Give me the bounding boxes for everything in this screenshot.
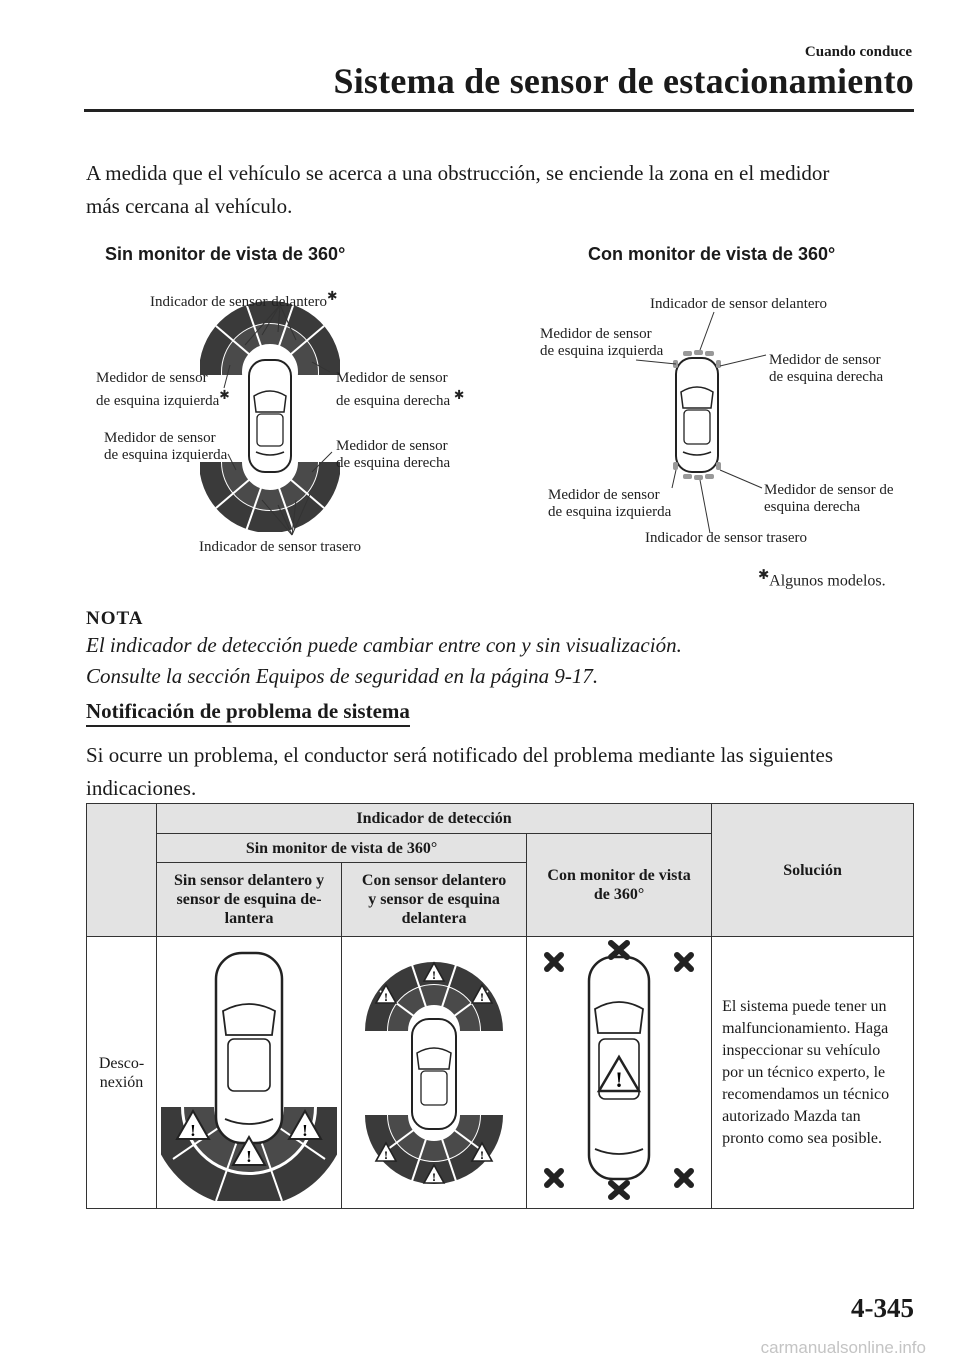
header-with-front-sensor: Con sensor delantero y sensor de esquina delantera xyxy=(342,863,527,937)
left-figure-caption: Sin monitor de vista de 360° xyxy=(105,244,346,264)
warning-glyph: ! xyxy=(480,990,485,1004)
page-number: 4-345 xyxy=(851,1293,914,1323)
warning-glyph: ! xyxy=(302,1121,308,1140)
car-top-view-360 xyxy=(676,358,718,472)
rear-only-warning-graphic xyxy=(161,939,337,1201)
section-line-1: Si ocurre un problema, el conductor será notificado del problema mediante las siguientes xyxy=(86,743,834,767)
page-title: Sistema de sensor de estacionamiento xyxy=(333,61,914,101)
header-with-360: Con monitor de vista de 360° xyxy=(527,834,712,937)
solution-text: El sistema puede tener un malfuncionamiento. Haga inspeccionar su vehículo por un técnico experto, le recomendamos un técnico autorizado Mazda tan pronto como sea posible. xyxy=(712,937,914,1209)
warning-glyph: ! xyxy=(384,990,389,1004)
footnote-some-models: ✱Algunos modelos. xyxy=(758,567,886,590)
right-corner-bottom-right-label: Medidor de sensor de esquina derecha xyxy=(764,482,894,515)
right-figure-caption: Con monitor de vista de 360° xyxy=(588,244,836,264)
system-problem-table xyxy=(86,803,914,1209)
left-corner-bottom-right-label: Medidor de sensor de esquina derecha xyxy=(336,438,451,471)
header-solution: Solución xyxy=(712,804,914,937)
intro-line-2: más cercana al vehículo. xyxy=(86,194,293,218)
warning-glyph: ! xyxy=(432,1170,437,1184)
watermark: carmanualsonline.info xyxy=(760,1338,926,1357)
note-body: El indicador de detección puede cambiar entre con y sin visualización. Consulte la sección Equipos de seguridad en la página 9-17. xyxy=(86,633,682,688)
left-rear-indicator-label: Indicador de sensor trasero xyxy=(199,539,362,555)
cell-360-warning xyxy=(527,937,712,1209)
section-heading: Notificación de problema de sistema xyxy=(86,699,410,727)
header-detection-indicator: Indicador de detección xyxy=(157,804,712,834)
left-corner-top-right-label: Medidor de sensor de esquina derecha ✱ xyxy=(336,370,465,409)
cell-front-rear-warning xyxy=(342,937,527,1209)
right-corner-top-right-label: Medidor de sensor de esquina derecha xyxy=(769,352,884,385)
right-corner-bottom-left-label: Medidor de sensor de esquina izquierda xyxy=(548,487,672,520)
left-corner-top-left-label: Medidor de sensor de esquina izquierda✱ xyxy=(96,370,230,409)
intro-line-1: A medida que el vehículo se acerca a una obstrucción, se enciende la zona en el medidor xyxy=(86,161,830,185)
right-rear-indicator-label: Indicador de sensor trasero xyxy=(645,530,808,546)
left-corner-bottom-left-label: Medidor de sensor de esquina izquierda xyxy=(104,430,228,463)
note-heading: NOTA xyxy=(86,608,144,629)
section-line-2: indicaciones. xyxy=(86,776,197,800)
warning-glyph: ! xyxy=(190,1121,196,1140)
running-header-section: Cuando conduce xyxy=(804,44,912,60)
header-without-360: Sin monitor de vista de 360° xyxy=(157,834,527,863)
warning-glyph: ! xyxy=(384,1148,389,1162)
table-corner-cell xyxy=(87,804,157,937)
cell-rear-only-warning xyxy=(157,937,342,1209)
warning-glyph: ! xyxy=(432,968,437,982)
warning-glyph: ! xyxy=(246,1147,252,1166)
row-label-disconnection: Desco- nexión xyxy=(87,937,157,1209)
monitor-360-warning-graphic xyxy=(531,939,707,1201)
front-rear-warning-graphic xyxy=(346,939,522,1201)
left-front-indicator-label: Indicador de sensor delantero✱ xyxy=(150,289,338,310)
right-front-indicator-label: Indicador de sensor delantero xyxy=(650,296,828,312)
warning-glyph: ! xyxy=(615,1067,623,1092)
header-without-front-sensor: Sin sensor delantero y sensor de esquina de- lantera xyxy=(157,863,342,937)
warning-glyph: ! xyxy=(480,1148,485,1162)
right-corner-top-left-label: Medidor de sensor de esquina izquierda xyxy=(540,326,664,359)
